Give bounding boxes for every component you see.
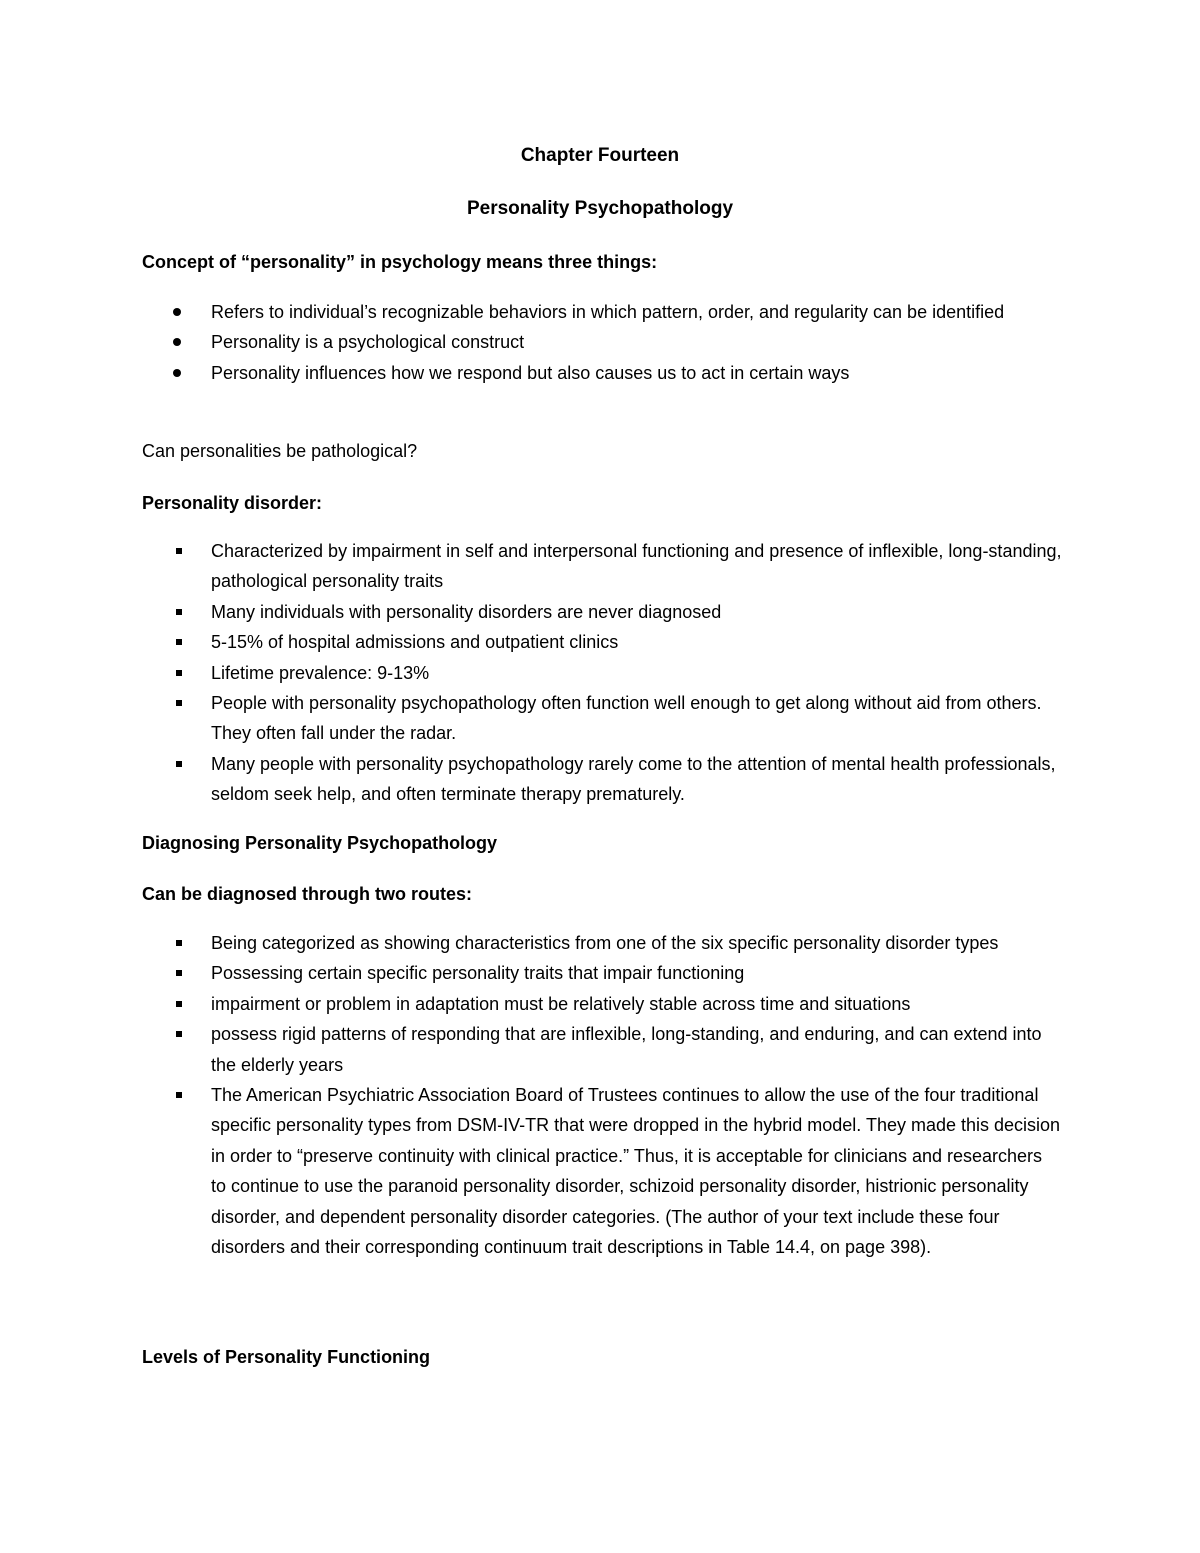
pathological-question: Can personalities be pathological?	[142, 441, 418, 461]
list-item: 5-15% of hospital admissions and outpatient clinics	[142, 627, 1062, 657]
levels-heading: Levels of Personality Functioning	[142, 1347, 431, 1367]
routes-heading: Can be diagnosed through two routes:	[142, 884, 472, 904]
list-item: Lifetime prevalence: 9-13%	[142, 658, 1062, 688]
concept-list	[142, 297, 1062, 388]
diagnosing-heading: Diagnosing Personality Psychopathology	[142, 833, 498, 853]
list-item: Personality influences how we respond but also causes us to act in certain ways	[142, 358, 1062, 388]
disorder-heading: Personality disorder:	[142, 493, 323, 513]
list-item: Refers to individual’s recognizable behaviors in which pattern, order, and regularity can be identified	[142, 297, 1062, 327]
concept-heading: Concept of “personality” in psychology means three things:	[142, 252, 658, 272]
list-item: impairment or problem in adaptation must be relatively stable across time and situations	[142, 989, 1062, 1019]
list-item: Many people with personality psychopathology rarely come to the attention of mental health professionals, seldom seek help, and often terminate therapy prematurely.	[142, 749, 1062, 810]
list-item: Personality is a psychological construct	[142, 327, 1062, 357]
list-item: The American Psychiatric Association Board of Trustees continues to allow the use of the four traditional specific personality types from DSM-IV-TR that were dropped in the hybrid model. They made this decision in order to “preserve continuity with clinical practice.” Thus, it is acceptable for clinicians and researchers to continue to use the paranoid personality disorder, schizoid personality disorder, histrionic personality disorder, and dependent personality disorder categories. (The author of your text include these four disorders and their corresponding continuum trait descriptions in Table 14.4, on page 398).	[142, 1080, 1062, 1262]
list-item: Possessing certain specific personality traits that impair functioning	[142, 958, 1062, 988]
list-item: People with personality psychopathology often function well enough to get along without aid from others. They often fall under the radar.	[142, 688, 1062, 749]
list-item: possess rigid patterns of responding that are inflexible, long-standing, and enduring, and can extend into the elderly years	[142, 1019, 1062, 1080]
list-item: Many individuals with personality disorders are never diagnosed	[142, 597, 1062, 627]
chapter-subtitle: Personality Psychopathology	[466, 198, 734, 219]
list-item: Being categorized as showing characteristics from one of the six specific personality disorder types	[142, 928, 1062, 958]
list-item: Characterized by impairment in self and interpersonal functioning and presence of inflexible, long-standing, pathological personality traits	[142, 536, 1062, 597]
chapter-title: Chapter Fourteen	[520, 145, 680, 166]
disorder-list	[142, 536, 1062, 810]
routes-list	[142, 928, 1062, 1262]
